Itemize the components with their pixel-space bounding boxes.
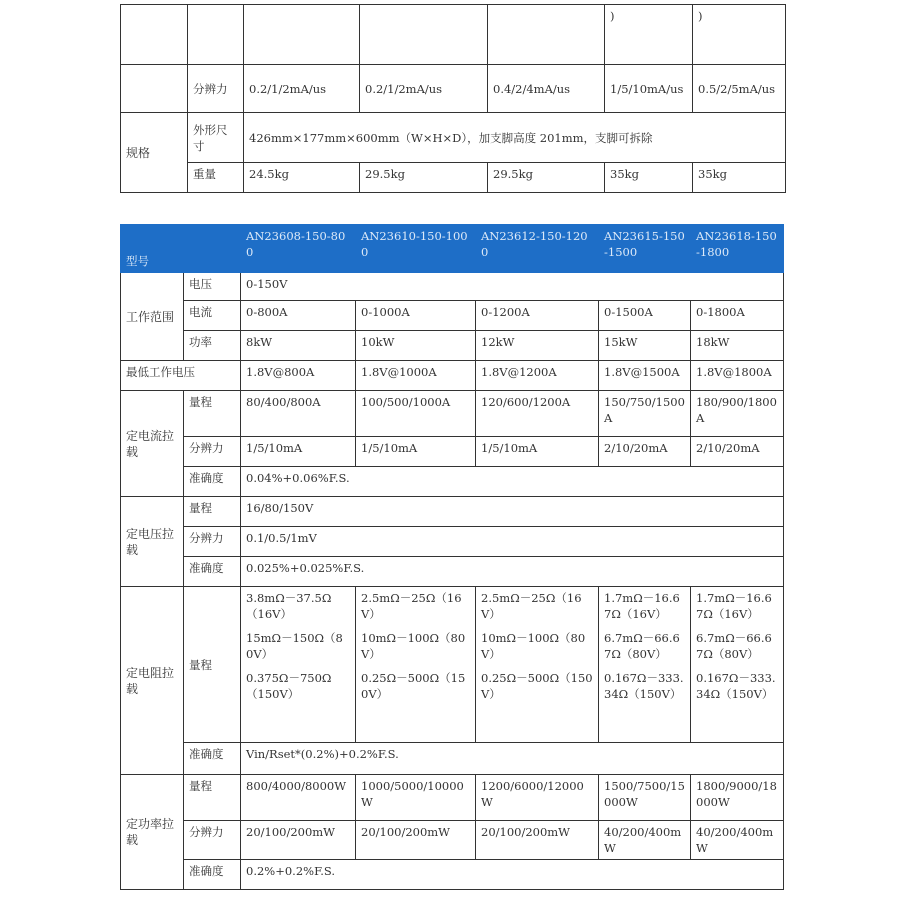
table-row [121,527,784,557]
row-label: 最低工作电压 [121,361,241,391]
table-cell: 29.5kg [360,163,488,193]
table-cell: ) [693,5,786,65]
table-cell [188,5,244,65]
table-row [121,743,784,775]
table-cell: 1.8V@1200A [476,361,599,391]
row-label: 准确度 [184,467,241,497]
table-cell: 120/600/1200A [476,391,599,437]
table-cell: 1000/5000/10000W [356,775,476,821]
table-cell: 0.025%+0.025%F.S. [241,557,784,587]
table-cell: 0.04%+0.06%F.S. [241,467,784,497]
table-row [121,467,784,497]
category-label: 定电压拉载 [121,497,184,587]
table-row [121,497,784,527]
spec-table-top [120,4,786,193]
table-cell: ) [605,5,693,65]
table-cell: 2/10/20mA [691,437,784,467]
category-label: 定电阻拉载 [121,587,184,775]
table-cell [121,65,188,113]
table-cell: 0.2%+0.2%F.S. [241,860,784,890]
cell-line: 2.5mΩ－25Ω（16V） [481,591,582,621]
table-cell: 0.2/1/2mA/us [360,65,488,113]
table-cell: 1.8V@1500A [599,361,691,391]
row-label: 准确度 [184,743,241,775]
model-label: 型号 [121,225,241,273]
table-cell: 0-800A [241,301,356,331]
table-cell: 20/100/200mW [476,821,599,860]
table-cell: 0.5/2/5mA/us [693,65,786,113]
row-label: 重量 [188,163,244,193]
row-label: 准确度 [184,860,241,890]
table-row [121,5,786,65]
cell-line: 10mΩ－100Ω（80V） [481,631,586,661]
model-name: AN23615-150-1500 [599,225,691,273]
table-cell: 0-1200A [476,301,599,331]
table-row [121,113,786,163]
row-label: 外形尺寸 [188,113,244,163]
table-cell [121,5,188,65]
table-cell: 1.8V@800A [241,361,356,391]
table-cell: 20/100/200mW [356,821,476,860]
row-label: 量程 [184,587,241,743]
cell-line: 2.5mΩ－25Ω（16V） [361,591,462,621]
table-cell: 100/500/1000A [356,391,476,437]
row-label: 电流 [184,301,241,331]
table-cell [244,5,360,65]
table-cell: 1/5/10mA [476,437,599,467]
model-name: AN23608-150-800 [241,225,356,273]
row-label: 准确度 [184,557,241,587]
row-label: 量程 [184,391,241,437]
cell-line: 6.7mΩ－66.67Ω（80V） [604,631,680,661]
table-row [121,557,784,587]
row-label: 分辨力 [188,65,244,113]
table-cell: 1/5/10mA/us [605,65,693,113]
table-cell: 800/4000/8000W [241,775,356,821]
table-row [121,775,784,821]
cell-line: 0.375Ω－750Ω（150V） [246,671,332,701]
cell-line: 10mΩ－100Ω（80V） [361,631,466,661]
category-label: 工作范围 [121,273,184,361]
model-name: AN23618-150-1800 [691,225,784,273]
table-cell: 16/80/150V [241,497,784,527]
row-label: 分辨力 [184,437,241,467]
table-row [121,65,786,113]
table-cell: 426mm×177mm×600mm（W×H×D），加支脚高度 201mm，支脚可拆除 [244,113,786,163]
row-label: 分辨力 [184,821,241,860]
table-row [121,860,784,890]
cell-line: 15mΩ－150Ω（80V） [246,631,343,661]
table-cell: 1800/9000/18000W [691,775,784,821]
table-cell: 15kW [599,331,691,361]
table-cell: 1500/7500/15000W [599,775,691,821]
spec-table-main [120,224,784,890]
table-cell: 1/5/10mA [241,437,356,467]
table-cell [691,587,784,743]
table-cell: 2/10/20mA [599,437,691,467]
table-cell: 29.5kg [488,163,605,193]
model-name: AN23612-150-1200 [476,225,599,273]
category-label: 定电流拉载 [121,391,184,497]
table-cell: 20/100/200mW [241,821,356,860]
table-cell [488,5,605,65]
table-row [121,437,784,467]
table-cell: 12kW [476,331,599,361]
cell-line: 0.167Ω－333.34Ω（150V） [696,671,776,701]
table-cell: 35kg [693,163,786,193]
table-cell [356,587,476,743]
table-cell: 35kg [605,163,693,193]
cell-line: 0.167Ω－333.34Ω（150V） [604,671,684,701]
table-row [121,273,784,301]
row-label: 功率 [184,331,241,361]
table-row [121,821,784,860]
cell-line: 6.7mΩ－66.67Ω（80V） [696,631,772,661]
table-cell: 0.1/0.5/1mV [241,527,784,557]
table-cell: 40/200/400mW [691,821,784,860]
category-label: 规格 [121,113,188,193]
cell-line: 0.25Ω－500Ω（150V） [361,671,466,701]
table-row [121,301,784,331]
table-cell: Vin/Rset*(0.2%)+0.2%F.S. [241,743,784,775]
row-label: 量程 [184,775,241,821]
model-name: AN23610-150-1000 [356,225,476,273]
table-cell: 1/5/10mA [356,437,476,467]
table-cell: 180/900/1800A [691,391,784,437]
table-cell: 24.5kg [244,163,360,193]
table-cell: 18kW [691,331,784,361]
table-cell: 1200/6000/12000W [476,775,599,821]
cell-line: 3.8mΩ－37.5Ω（16V） [246,591,332,621]
cell-line: 1.7mΩ－16.67Ω（16V） [696,591,772,621]
category-label: 定功率拉载 [121,775,184,890]
header-row [121,225,784,273]
table-cell: 1.8V@1000A [356,361,476,391]
table-cell: 0-1500A [599,301,691,331]
table-cell: 1.8V@1800A [691,361,784,391]
row-label: 分辨力 [184,527,241,557]
table-row [121,587,784,743]
table-cell: 0.4/2/4mA/us [488,65,605,113]
row-label: 量程 [184,497,241,527]
table-row [121,163,786,193]
table-row [121,391,784,437]
cell-line: 1.7mΩ－16.67Ω（16V） [604,591,680,621]
table-cell: 0-1000A [356,301,476,331]
table-cell [599,587,691,743]
table-cell: 0-1800A [691,301,784,331]
table-row [121,331,784,361]
table-cell: 0.2/1/2mA/us [244,65,360,113]
row-label: 电压 [184,273,241,301]
table-cell [360,5,488,65]
table-cell [241,587,356,743]
table-cell: 40/200/400mW [599,821,691,860]
table-cell [476,587,599,743]
cell-line: 0.25Ω－500Ω（150V） [481,671,593,701]
table-cell: 80/400/800A [241,391,356,437]
table-cell: 8kW [241,331,356,361]
table-row [121,361,784,391]
table-cell: 150/750/1500A [599,391,691,437]
table-cell: 0-150V [241,273,784,301]
table-cell: 10kW [356,331,476,361]
